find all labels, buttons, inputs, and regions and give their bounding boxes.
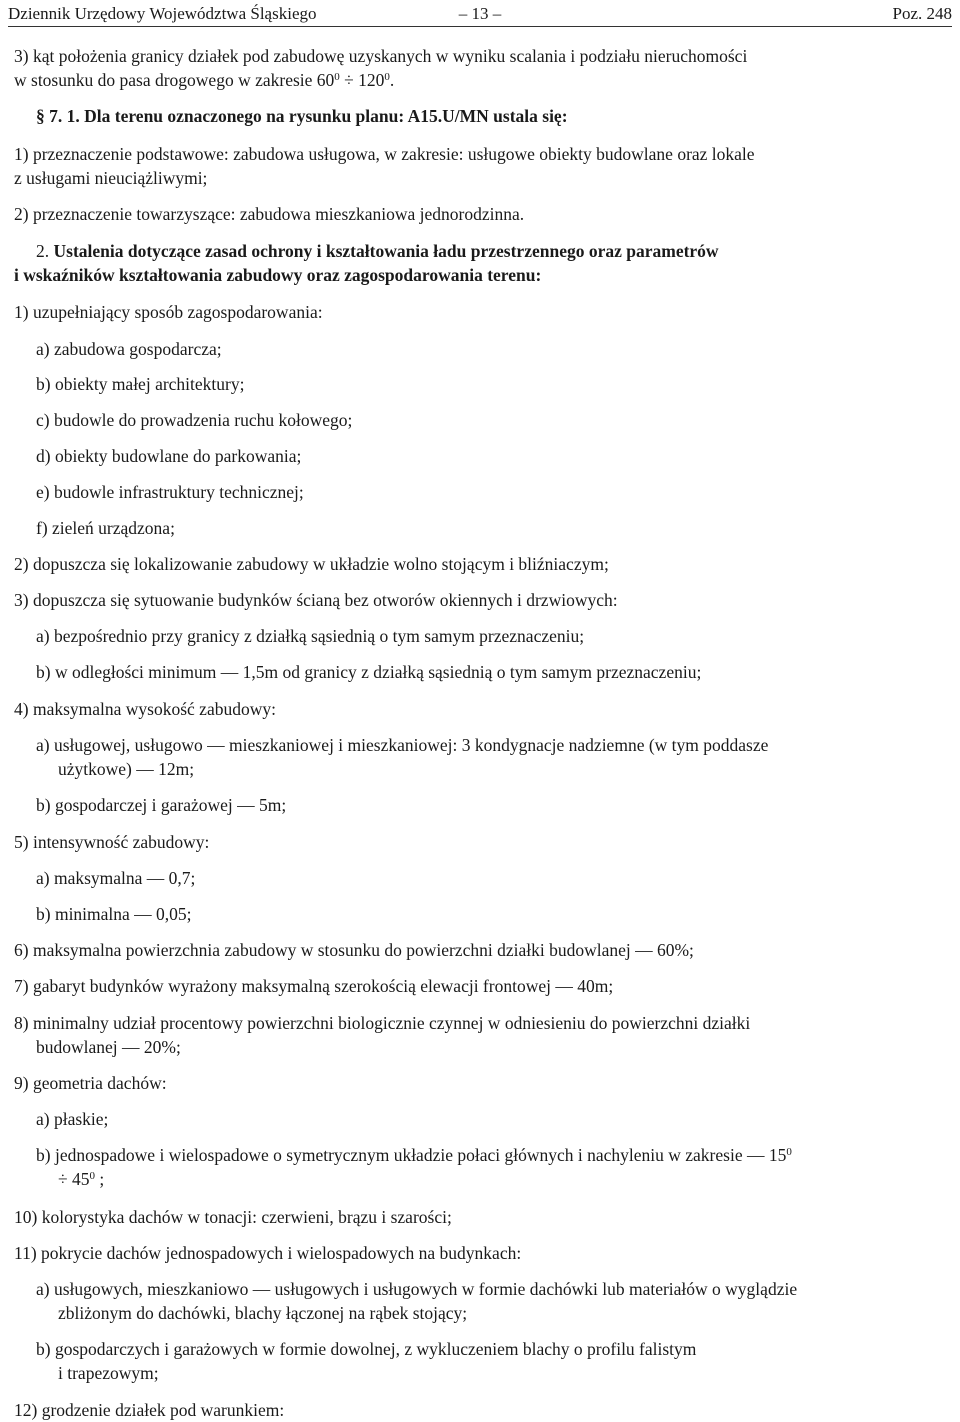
- text-line: 3) kąt położenia granicy działek pod zabudowę uzyskanych w wyniku scalania i podziału nieruchomości: [14, 46, 748, 66]
- section-heading: i wskaźników kształtowania zabudowy oraz zagospodarowania terenu:: [14, 265, 542, 285]
- page-number: – 13 –: [458, 4, 502, 23]
- list-item: 8) minimalny udział procentowy powierzchni biologicznie czynnej w odniesieniu do powierzchni działki: [14, 1013, 751, 1033]
- list-item: użytkowe) — 12m;: [58, 759, 195, 779]
- list-item: 9) geometria dachów:: [14, 1073, 167, 1093]
- list-item: b) w odległości minimum — 1,5m od granicy z działką sąsiednią o tym samym przeznaczeniu;: [36, 662, 702, 682]
- list-item: 2) dopuszcza się lokalizowanie zabudowy w układzie wolno stojącym i bliźniaczym;: [14, 554, 609, 574]
- list-item: 3) dopuszcza się sytuowanie budynków ścianą bez otworów okiennych i drzwiowych:: [14, 590, 618, 610]
- position-number: Poz. 248: [892, 4, 952, 23]
- list-item: 11) pokrycie dachów jednospadowych i wielospadowych na budynkach:: [14, 1243, 522, 1263]
- list-item: d) obiekty budowlane do parkowania;: [36, 446, 302, 466]
- list-item: a) zabudowa gospodarcza;: [36, 339, 222, 359]
- list-item: a) płaskie;: [36, 1109, 109, 1129]
- text-line: w stosunku do pasa drogowego w zakresie $60^0 \div 120^0$.: [14, 70, 395, 90]
- list-item: c) budowle do prowadzenia ruchu kołowego;: [36, 410, 353, 430]
- text-line: 1) przeznaczenie podstawowe: zabudowa usługowa, w zakresie: usługowe obiekty budowlane oraz lokale: [14, 144, 755, 164]
- list-item: b) gospodarczej i garażowej — 5m;: [36, 795, 287, 815]
- list-item: ÷ $45^0$ ;: [58, 1169, 105, 1189]
- list-item: b) obiekty małej architektury;: [36, 374, 245, 394]
- list-item: 1) uzupełniający sposób zagospodarowania:: [14, 302, 323, 322]
- list-item: i trapezowym;: [58, 1363, 159, 1383]
- list-item: zbliżonym do dachówki, blachy łączonej na rąbek stojący;: [58, 1303, 468, 1323]
- list-item: 6) maksymalna powierzchnia zabudowy w stosunku do powierzchni działki budowlanej — 60%;: [14, 940, 694, 960]
- journal-title: Dziennik Urzędowy Województwa Śląskiego: [8, 4, 317, 23]
- section-heading: 2. Ustalenia dotyczące zasad ochrony i kształtowania ładu przestrzennego oraz parametrów: [36, 241, 719, 261]
- list-item: 5) intensywność zabudowy:: [14, 832, 210, 852]
- list-item: 7) gabaryt budynków wyrażony maksymalną szerokością elewacji frontowej — 40m;: [14, 976, 614, 996]
- list-item: a) usługowych, mieszkaniowo — usługowych i usługowych w formie dachówki lub materiałów o wyglądzie: [36, 1279, 798, 1299]
- text-line: z usługami nieuciążliwymi;: [14, 168, 208, 188]
- list-item: 4) maksymalna wysokość zabudowy:: [14, 699, 276, 719]
- list-item: f) zieleń urządzona;: [36, 518, 175, 538]
- list-item: e) budowle infrastruktury technicznej;: [36, 482, 304, 502]
- list-item: b) jednospadowe i wielospadowe o symetrycznym układzie połaci głównych i nachyleniu w zakresie — $15^0$: [36, 1145, 792, 1165]
- list-item: b) minimalna — 0,05;: [36, 904, 192, 924]
- list-item: 10) kolorystyka dachów w tonacji: czerwieni, brązu i szarości;: [14, 1207, 452, 1227]
- page-header: [8, 2, 952, 27]
- list-item: a) usługowej, usługowo — mieszkaniowej i mieszkaniowej: 3 kondygnacje nadziemne (w tym poddasze: [36, 735, 769, 755]
- list-item: budowlanej — 20%;: [36, 1037, 181, 1057]
- section-heading: § 7. 1. Dla terenu oznaczonego na rysunku planu: A15.U/MN ustala się:: [36, 106, 568, 126]
- text-line: 2) przeznaczenie towarzyszące: zabudowa mieszkaniowa jednorodzinna.: [14, 204, 525, 224]
- list-item: 12) grodzenie działek pod warunkiem:: [14, 1400, 285, 1420]
- list-item: a) bezpośrednio przy granicy z działką sąsiednią o tym samym przeznaczeniu;: [36, 626, 585, 646]
- list-item: b) gospodarczych i garażowych w formie dowolnej, z wykluczeniem blachy o profilu falistym: [36, 1339, 697, 1359]
- list-item: a) maksymalna — 0,7;: [36, 868, 196, 888]
